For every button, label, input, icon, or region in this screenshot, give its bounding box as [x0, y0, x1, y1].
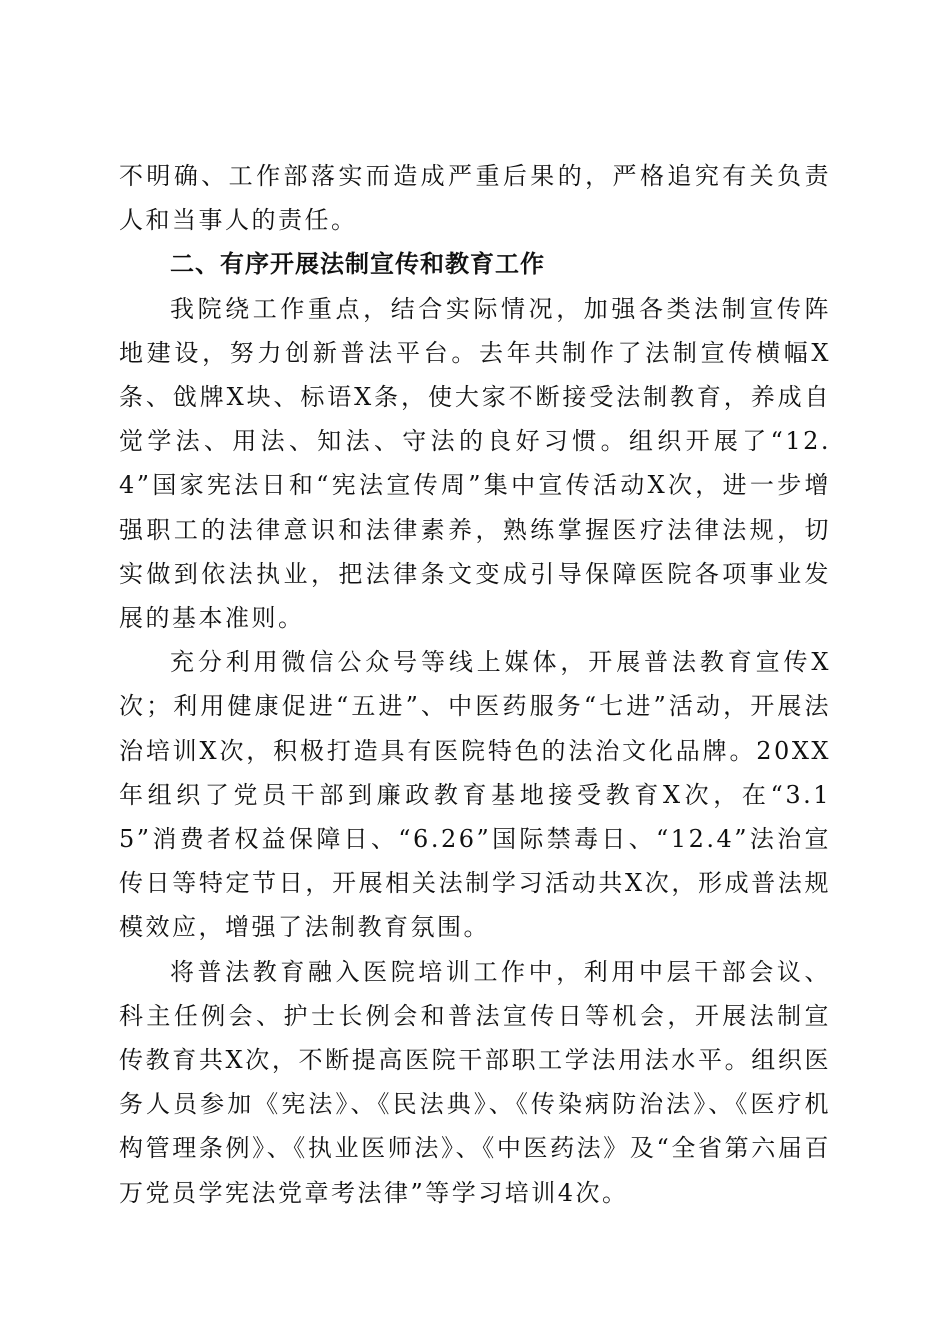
document-body [119, 154, 831, 1215]
paragraph-publicity-positions: 我院绕工作重点，结合实际情况，加强各类法制宣传阵地建设，努力创新普法平台。去年共制作了法制宣传横幅X条、戗牌X块、标语X条，使大家不断接受法制教育，养成自觉学法、用法、知法、守法的良好习惯。组织开展了“12.4”国家宪法日和“宪法宣传周”集中宣传活动X次，进一步增强职工的法律意识和法律素养，熟练掌握医疗法律法规，切实做到依法执业，把法律条文变成引导保障医院各项事业发展的基本准则。 [119, 294, 831, 633]
paragraph-hospital-training: 将普法教育融入医院培训工作中，利用中层干部会议、科主任例会、护士长例会和普法宣传日等机会，开展法制宣传教育共X次，不断提高医院干部职工学法用法水平。组织医务人员参加《宪法》、《民法典》、《传染病防治法》、《医疗机构管理条例》、《执业医师法》、《中医药法》及“全省第六届百万党员学宪法党章考法律”等学习培训4次。 [119, 957, 831, 1207]
paragraph-online-media: 充分利用微信公众号等线上媒体，开展普法教育宣传X次；利用健康促进“五进”、中医药服务“七进”活动，开展法治培训X次，积极打造具有医院特色的法治文化品牌。20XX年组织了党员干部到廉政教育基地接受教育X次，在“3.15”消费者权益保障日、“6.26”国际禁毒日、“12.4”法治宣传日等特定节日，开展相关法制学习活动共X次，形成普法规模效应，增强了法制教育氛围。 [119, 648, 831, 942]
section-heading: 二、有序开展法制宣传和教育工作 [170, 250, 545, 279]
paragraph-continuation: 不明确、工作部落实而造成严重后果的，严格追究有关负责人和当事人的责任。 [119, 162, 831, 235]
